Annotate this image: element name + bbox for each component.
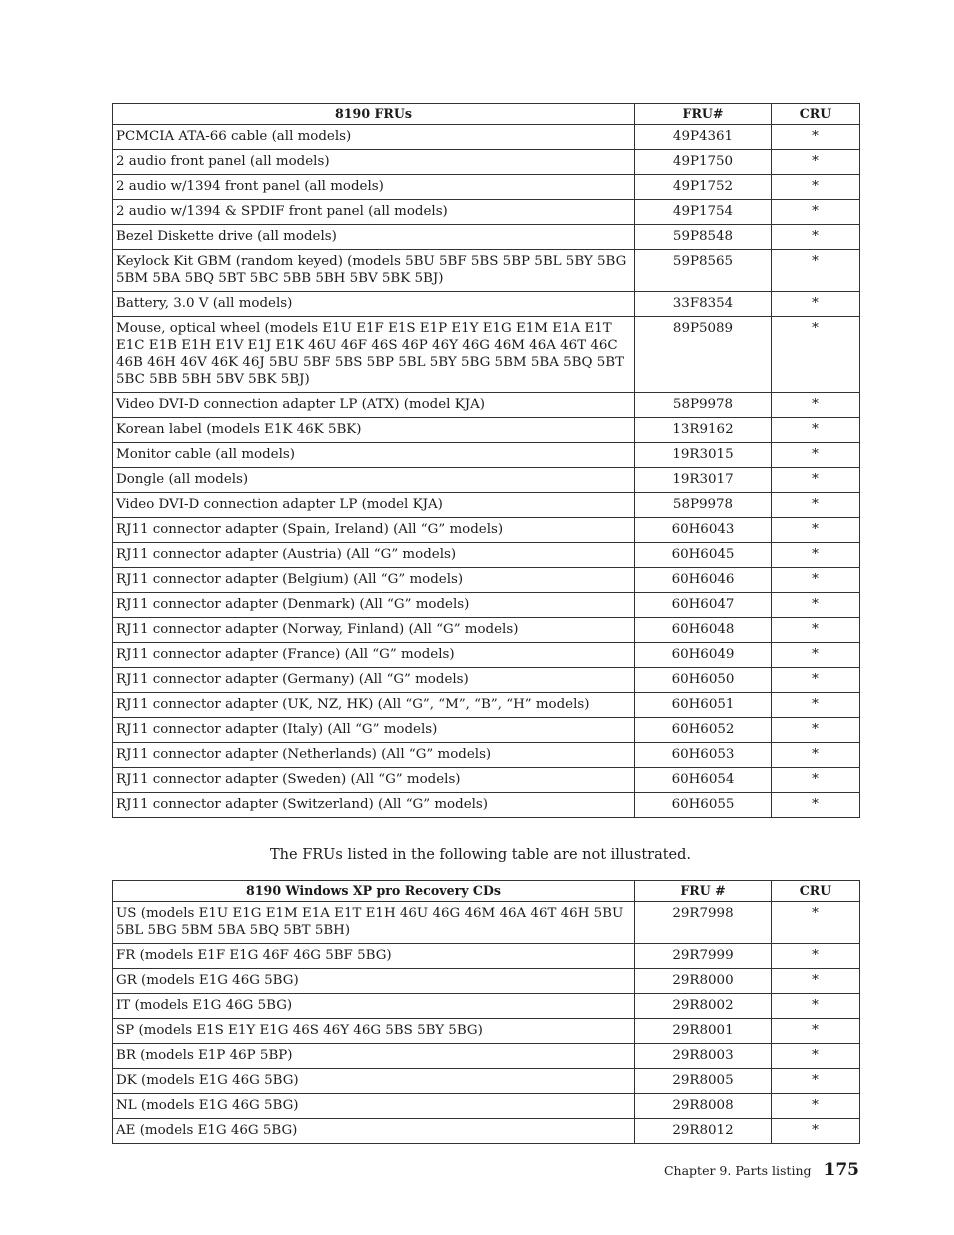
table-row — [113, 668, 860, 693]
table-row — [113, 418, 860, 443]
fru-number: 59P8548 — [635, 225, 772, 250]
fru-number: 29R8001 — [635, 1019, 772, 1044]
intro-text: The FRUs listed in the following table are not illustrated. — [270, 847, 692, 863]
cru-marker: * — [772, 150, 860, 175]
fru-number: 29R8000 — [635, 969, 772, 994]
part-description: FR (models E1F E1G 46F 46G 5BF 5BG) — [113, 944, 635, 969]
cru-marker: * — [772, 618, 860, 643]
table-row — [113, 443, 860, 468]
fru-number: 49P1750 — [635, 150, 772, 175]
part-description: RJ11 connector adapter (Netherlands) (All “G” models) — [113, 743, 635, 768]
table-row — [113, 468, 860, 493]
chapter-title: Chapter 9. Parts listing — [663, 1163, 812, 1178]
fru-number: 49P1754 — [635, 200, 772, 225]
fru-table — [112, 103, 860, 818]
cru-marker: * — [772, 543, 860, 568]
fru-number: 60H6053 — [635, 743, 772, 768]
part-description: Bezel Diskette drive (all models) — [113, 225, 635, 250]
cru-marker: * — [772, 969, 860, 994]
column-header-fru-name: 8190 FRUs — [113, 104, 635, 125]
cru-marker: * — [772, 125, 860, 150]
cru-marker: * — [772, 292, 860, 317]
part-description: RJ11 connector adapter (Switzerland) (All “G” models) — [113, 793, 635, 818]
table-row — [113, 317, 860, 393]
part-description: Video DVI-D connection adapter LP (model KJA) — [113, 493, 635, 518]
fru-number: 60H6043 — [635, 518, 772, 543]
fru-number: 29R8003 — [635, 1044, 772, 1069]
fru-number: 60H6048 — [635, 618, 772, 643]
column-header-cru: CRU — [772, 104, 860, 125]
part-description: RJ11 connector adapter (France) (All “G” models) — [113, 643, 635, 668]
table-row — [113, 693, 860, 718]
column-header-fru-number: FRU# — [635, 104, 772, 125]
table-row — [113, 292, 860, 317]
table-row — [113, 1019, 860, 1044]
fru-number: 60H6052 — [635, 718, 772, 743]
fru-number: 60H6047 — [635, 593, 772, 618]
cru-marker: * — [772, 225, 860, 250]
fru-number: 19R3015 — [635, 443, 772, 468]
fru-number: 29R8005 — [635, 1069, 772, 1094]
part-description: PCMCIA ATA-66 cable (all models) — [113, 125, 635, 150]
part-description: RJ11 connector adapter (Norway, Finland) (All “G” models) — [113, 618, 635, 643]
cru-marker: * — [772, 1019, 860, 1044]
cru-marker: * — [772, 693, 860, 718]
cru-marker: * — [772, 468, 860, 493]
fru-number: 19R3017 — [635, 468, 772, 493]
cru-marker: * — [772, 718, 860, 743]
part-description: Korean label (models E1K 46K 5BK) — [113, 418, 635, 443]
fru-number: 60H6050 — [635, 668, 772, 693]
part-description: RJ11 connector adapter (UK, NZ, HK) (All “G”, “M”, “B”, “H” models) — [113, 693, 635, 718]
table-row — [113, 493, 860, 518]
table-row — [113, 718, 860, 743]
fru-number: 60H6054 — [635, 768, 772, 793]
part-description: SP (models E1S E1Y E1G 46S 46Y 46G 5BS 5BY 5BG) — [113, 1019, 635, 1044]
part-description: 2 audio w/1394 front panel (all models) — [113, 175, 635, 200]
part-description: DK (models E1G 46G 5BG) — [113, 1069, 635, 1094]
cru-marker: * — [772, 518, 860, 543]
fru-number: 58P9978 — [635, 393, 772, 418]
table-row — [113, 568, 860, 593]
cru-marker: * — [772, 668, 860, 693]
part-description: US (models E1U E1G E1M E1A E1T E1H 46U 46G 46M 46A 46T 46H 5BU 5BL 5BG 5BM 5BA 5BQ 5BT 5BH) — [113, 902, 635, 944]
fru-number: 29R8008 — [635, 1094, 772, 1119]
cru-marker: * — [772, 200, 860, 225]
table-row — [113, 618, 860, 643]
table-row — [113, 944, 860, 969]
fru-number: 60H6051 — [635, 693, 772, 718]
part-description: GR (models E1G 46G 5BG) — [113, 969, 635, 994]
fru-number: 49P1752 — [635, 175, 772, 200]
table-row — [113, 969, 860, 994]
table-row — [113, 225, 860, 250]
table-row — [113, 518, 860, 543]
part-description: BR (models E1P 46P 5BP) — [113, 1044, 635, 1069]
table-row — [113, 902, 860, 944]
table-row — [113, 200, 860, 225]
fru-number: 60H6045 — [635, 543, 772, 568]
fru-number: 60H6046 — [635, 568, 772, 593]
part-description: RJ11 connector adapter (Italy) (All “G” models) — [113, 718, 635, 743]
fru-number: 60H6055 — [635, 793, 772, 818]
cru-marker: * — [772, 493, 860, 518]
table-row — [113, 768, 860, 793]
cru-marker: * — [772, 568, 860, 593]
fru-number: 58P9978 — [635, 493, 772, 518]
table-row — [113, 793, 860, 818]
table-row — [113, 743, 860, 768]
cru-marker: * — [772, 944, 860, 969]
table-row — [113, 250, 860, 292]
cru-marker: * — [772, 743, 860, 768]
recovery-cd-table — [112, 880, 860, 1144]
table-row — [113, 125, 860, 150]
column-header-cru: CRU — [772, 881, 860, 902]
part-description: Mouse, optical wheel (models E1U E1F E1S E1P E1Y E1G E1M E1A E1T E1C E1B E1H E1V E1J E1K 46U 46F 46S 46P 46Y 46G 46M 46A 46T 46C 46B 46H 46V 46K 46J 5BU 5BF 5BS 5BP 5BL 5BY 5BG 5BM 5BA 5BQ 5BT 5BC 5BB 5BH 5BV 5BK 5BJ) — [113, 317, 635, 393]
part-description: RJ11 connector adapter (Spain, Ireland) (All “G” models) — [113, 518, 635, 543]
part-description: Keylock Kit GBM (random keyed) (models 5BU 5BF 5BS 5BP 5BL 5BY 5BG 5BM 5BA 5BQ 5BT 5BC 5BB 5BH 5BV 5BK 5BJ) — [113, 250, 635, 292]
cru-marker: * — [772, 793, 860, 818]
part-description: 2 audio front panel (all models) — [113, 150, 635, 175]
table-row — [113, 175, 860, 200]
part-description: Battery, 3.0 V (all models) — [113, 292, 635, 317]
table-header-row — [113, 881, 860, 902]
table-row — [113, 1069, 860, 1094]
fru-number: 29R7998 — [635, 902, 772, 944]
table-row — [113, 1119, 860, 1144]
part-description: Dongle (all models) — [113, 468, 635, 493]
table-row — [113, 543, 860, 568]
cru-marker: * — [772, 768, 860, 793]
cru-marker: * — [772, 902, 860, 944]
cru-marker: * — [772, 250, 860, 292]
part-description: AE (models E1G 46G 5BG) — [113, 1119, 635, 1144]
table-header-row — [113, 104, 860, 125]
table-row — [113, 994, 860, 1019]
part-description: RJ11 connector adapter (Denmark) (All “G” models) — [113, 593, 635, 618]
part-description: Video DVI-D connection adapter LP (ATX) (model KJA) — [113, 393, 635, 418]
fru-number: 49P4361 — [635, 125, 772, 150]
cru-marker: * — [772, 393, 860, 418]
fru-number: 29R8012 — [635, 1119, 772, 1144]
table-row — [113, 593, 860, 618]
cru-marker: * — [772, 1094, 860, 1119]
part-description: 2 audio w/1394 & SPDIF front panel (all models) — [113, 200, 635, 225]
cru-marker: * — [772, 317, 860, 393]
table-row — [113, 1044, 860, 1069]
cru-marker: * — [772, 994, 860, 1019]
part-description: IT (models E1G 46G 5BG) — [113, 994, 635, 1019]
page-number: 175 — [823, 1160, 859, 1180]
cru-marker: * — [772, 443, 860, 468]
cru-marker: * — [772, 175, 860, 200]
part-description: RJ11 connector adapter (Germany) (All “G” models) — [113, 668, 635, 693]
table-row — [113, 150, 860, 175]
cru-marker: * — [772, 418, 860, 443]
part-description: RJ11 connector adapter (Austria) (All “G” models) — [113, 543, 635, 568]
table-row — [113, 643, 860, 668]
fru-number: 59P8565 — [635, 250, 772, 292]
cru-marker: * — [772, 593, 860, 618]
part-description: RJ11 connector adapter (Belgium) (All “G” models) — [113, 568, 635, 593]
cru-marker: * — [772, 1119, 860, 1144]
fru-number: 29R8002 — [635, 994, 772, 1019]
fru-number: 13R9162 — [635, 418, 772, 443]
column-header-cd-name: 8190 Windows XP pro Recovery CDs — [113, 881, 635, 902]
page-footer — [664, 1160, 859, 1180]
column-header-fru-number: FRU # — [635, 881, 772, 902]
table-row — [113, 393, 860, 418]
table-row — [113, 1094, 860, 1119]
cru-marker: * — [772, 1044, 860, 1069]
fru-number: 60H6049 — [635, 643, 772, 668]
fru-number: 89P5089 — [635, 317, 772, 393]
fru-number: 29R7999 — [635, 944, 772, 969]
cru-marker: * — [772, 1069, 860, 1094]
part-description: RJ11 connector adapter (Sweden) (All “G” models) — [113, 768, 635, 793]
cru-marker: * — [772, 643, 860, 668]
fru-number: 33F8354 — [635, 292, 772, 317]
part-description: Monitor cable (all models) — [113, 443, 635, 468]
part-description: NL (models E1G 46G 5BG) — [113, 1094, 635, 1119]
